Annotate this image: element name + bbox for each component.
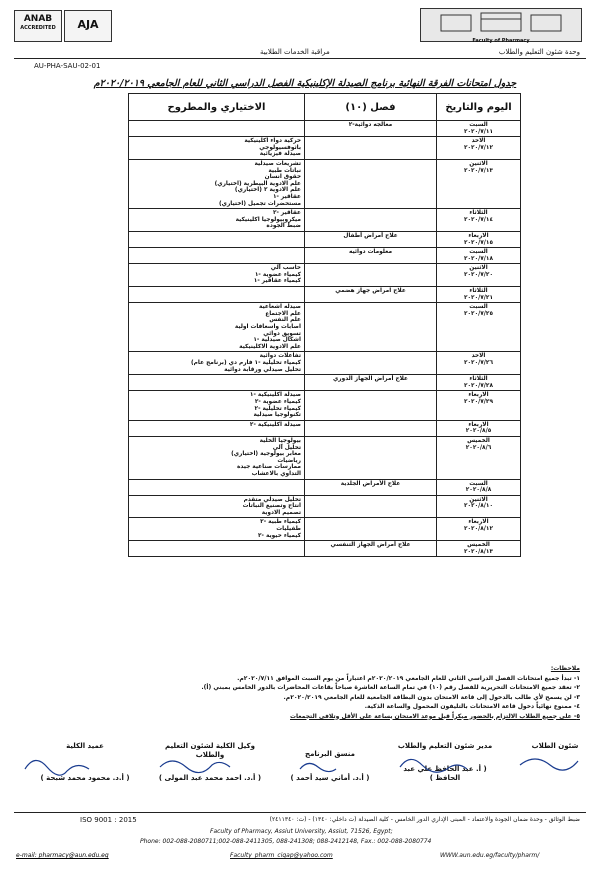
day-name: الاثنين [469,265,488,272]
day-name: الاثنين [469,496,488,503]
table-row [129,541,521,557]
unit-right: وحدة شئون التعليم والطلاب [498,48,580,56]
exam-date: ٢٠٢٠/٧/٢٩ [463,398,493,405]
cell-elective: عقاقير -٢ ميكروبيولوجيا اكلينيكية ضبط الجودة [129,209,305,232]
day-name: الخميس [467,437,490,444]
table-row [129,264,521,287]
cell-chapter-10: علاج أمراض أطفال [305,231,437,247]
cell-day-date [437,303,521,352]
signature-scribble [300,763,336,771]
signature-scribble [520,759,578,770]
cell-elective: تحليل صيدلي متقدم انتاج وتصنيع النباتات تصميم الادوية [129,495,305,518]
exam-date: ٢٠٢٠/٧/٢٥ [463,310,493,317]
signature-name: ( أ.د. أماني سيد أحمد ) [290,774,370,782]
notes-title: ملاحظات: [550,665,580,672]
table-row [129,391,521,420]
day-name: الاربعاء [468,519,489,526]
cell-chapter-10: معلومات دوائيه [305,248,437,264]
cell-elective: صيدلة اكلينيكية -١ كيمياء عضوية -٢ كيمياء تحليلية -٢ تكنولوجيا صيدلية [129,391,305,420]
cell-day-date [437,264,521,287]
building-icon [421,9,581,33]
cell-elective: صيدله اشعاعية علم الاجتماع علم النفس اصابات واسعافات اولية تسويق دوائي اشكال صيدلية -١ علم الادوية الاكلينيكية [129,303,305,352]
cell-chapter-10 [305,436,437,479]
anab-logo-sub: ACCREDITED [20,25,56,31]
signature-title: منسق البرنامج [305,750,355,758]
cell-elective [129,231,305,247]
table-row [129,137,521,160]
table-row [129,495,521,518]
footer-phone: Phone: 002-088-2080711;002-088-2411305, 088-241308; 088-2412148, Fax.: 002-088-2080774 [140,838,432,845]
cell-elective: تشريعات صيدلية نباتات طبية حقوق انسان علم الادوية البيطرية (اختياري) علم الادوية ٢ (اختياري) عقاقير -١ مستحضرات تجميل (اختياري) [129,159,305,208]
table-row [129,231,521,247]
faculty-logo [420,8,582,42]
note-item: ٢- تعقد جميع الامتحانات التحريرية للفصل رقم (١٠) في تمام الساعة العاشرة صباحاً بقاعات المحاضرات بالدور الخامس بمبني (أ). [201,684,580,691]
aja-logo-text: AJA [77,18,99,31]
day-name: الثلاثاء [469,288,488,295]
handwritten-signatures [0,745,600,805]
cell-elective: بيولوجيا الخلية تحليل آلي معابر بيولوجية (اختياري) رياضيات ممارسات صناعية جيدة التداوي بالاعشاب [129,436,305,479]
footer-rule [14,812,586,813]
day-name: السبت [469,249,488,256]
table-row [129,375,521,391]
table-row [129,121,521,137]
day-name: الثلاثاء [469,376,488,383]
exam-date: ٢٠٢٠/٧/١٤ [463,216,493,223]
anab-logo [14,10,62,42]
note-item: ١- تبدأ جميع امتحانات الفصل الدراسي الثاني للعام الجامعي ٢٠٢٠/٢٠١٩م اعتباراً من يوم السبت الموافق ٢٠٢٠/٧/١١م. [237,674,580,682]
table-body [129,121,521,557]
cell-elective [129,479,305,495]
day-name: السبت [469,480,488,487]
exam-date: ٢٠٢٠/٨/٦ [465,444,492,451]
cell-elective: كيمياء طبية -٢ طفيليات كيمياء حيوية -٢ [129,518,305,541]
table-header-row [129,94,521,121]
exam-date: ٢٠٢٠/٧/٢٦ [463,360,493,366]
cell-chapter-10: علاج الأمراض الجلدية [305,479,437,495]
cell-elective: حركية دواء اكلينيكية باثوفسيولوجي صيدلة فيزيائية [129,137,305,160]
page-title: جدول امتحانات الفرقة النهائية برنامج الصيدلة الإكلينيكية الفصل الدراسي الثاني للعام الجامعي ٢٠٢٠/٢٠١٩م [93,78,517,89]
cell-elective: تفاعلات دوائية كيمياء تحليلية -١ فارم دي (برنامج عام) تحليل صيدلي ورقابة دوائية [129,352,305,375]
exam-date: ٢٠٢٠/٧/١٣ [463,167,493,174]
day-name: السبت [469,304,488,311]
signature-title: وكيل الكلية لشئون التعليم والطلاب [165,742,255,759]
header-day-date: اليوم والتاريخ [437,94,521,121]
day-name: الاربعاء [468,421,489,428]
cell-chapter-10 [305,209,437,232]
exam-date: ٢٠٢٠/٧/١٨ [463,255,493,262]
cell-day-date [437,375,521,391]
day-name: الثلاثاء [469,210,488,217]
signature-scribble [400,759,467,772]
notes-section [60,664,580,721]
footer-web: WWW.aun.edu.eg/faculty/pharm/ [440,852,540,859]
cell-chapter-10 [305,420,437,436]
exam-date: ٢٠٢٠/٧/١٢ [463,144,493,151]
day-name: السبت [469,122,488,128]
cell-elective [129,375,305,391]
cell-day-date [437,518,521,541]
table-row [129,159,521,208]
signature-scribble [25,760,89,775]
day-name: الاربعاء [468,392,489,399]
note-item: ٥- على جميع الطلاب الالتزام بالحضور مبكراً قبل موعد الامتحان بساعة على الأقل وتلافي التجمعات [290,712,580,720]
cell-day-date [437,541,521,557]
day-name: الخميس [467,542,490,549]
exam-date: ٢٠٢٠/٧/٢١ [463,294,493,301]
signature-name: ( أ. عبد الحافظ علي عبد الحافظ ) [403,765,487,782]
cell-chapter-10 [305,137,437,160]
doc-code: AU-PHA-SAU-02-01 [34,62,101,70]
cell-day-date [437,287,521,303]
header-chapter-10: فصل (١٠) [305,94,437,121]
anab-logo-text: ANAB [23,14,53,24]
header-elective: الاختياري والمطروح [129,94,305,121]
cell-day-date [437,352,521,375]
day-name: الاحد [471,353,486,360]
cell-chapter-10: معالجه دوائية-٢ [305,121,437,137]
cell-chapter-10 [305,303,437,352]
signature-title: عميد الكلية [66,742,104,750]
cell-day-date [437,436,521,479]
cell-day-date [437,231,521,247]
cell-chapter-10: علاج أمراض الجهاز الدوري [305,375,437,391]
aja-logo [64,10,112,42]
footer-email2: Faculty_pharm_ciqap@yahoo.com [230,852,333,859]
cell-elective [129,541,305,557]
unit-center: مراقبة الخدمات الطلابية [260,48,330,56]
faculty-logo-sub: Faculty of Pharmacy [472,38,530,44]
cell-chapter-10 [305,518,437,541]
signature-scribble [160,761,230,773]
footer-iso: ISO 9001 : 2015 [80,816,137,824]
table-row [129,303,521,352]
signature-name: ( أ.د. احمد محمد عبد المولى ) [158,774,262,782]
table-row [129,518,521,541]
table-row [129,352,521,375]
cell-elective [129,248,305,264]
exam-date: ٢٠٢٠/٧/١٥ [463,239,493,246]
table-row [129,420,521,436]
signature-name: ( أ.د. محمود محمد شبحة ) [40,774,130,782]
header-rule [14,58,586,59]
exam-date: ٢٠٢٠/٨/٥ [465,428,492,435]
cell-elective: صيدلة اكلينيكية -٢ [129,420,305,436]
footer-address: Faculty of Pharmacy, Assiut University, Assiut, 71526, Egypt; [210,828,393,835]
cell-day-date [437,248,521,264]
cell-elective [129,121,305,137]
note-item: ٤- ممنوع نهائياً دخول قاعة الامتحانات بالتليفون المحمول والساعة الذكية. [364,703,580,710]
table-row [129,248,521,264]
note-item: ٣- لن يسمح لأي طالب بالدخول إلى قاعة الامتحان بدون البطاقة الجامعية للعام الجامعي ٢٠٢٠/٢٠١٩م. [283,693,580,701]
cell-chapter-10: علاج امراض جهاز هضمي [305,287,437,303]
signature-title: شئون الطلاب [531,742,579,750]
cell-chapter-10 [305,264,437,287]
exam-schedule-table [128,93,521,557]
day-name: الاربعاء [468,232,489,239]
cell-day-date [437,391,521,420]
cell-chapter-10 [305,495,437,518]
cell-day-date [437,159,521,208]
exam-date: ٢٠٢٠/٨/١٣ [463,548,493,555]
table-row [129,479,521,495]
cell-day-date [437,209,521,232]
cell-chapter-10: علاج أمراض الجهاز التنفسي [305,541,437,557]
signature-title: مدير شئون التعليم والطلاب [397,742,493,750]
table-row [129,209,521,232]
table-row [129,436,521,479]
exam-date: ٢٠٢٠/٧/٢٠ [463,271,493,278]
exam-date: ٢٠٢٠/٨/٨ [465,487,492,494]
cell-chapter-10 [305,391,437,420]
cell-day-date [437,137,521,160]
cell-day-date [437,479,521,495]
footer-email: e-mail: pharmacy@aun.edu.eg [16,852,109,859]
cell-elective [129,287,305,303]
cell-chapter-10 [305,352,437,375]
cell-chapter-10 [305,159,437,208]
cell-day-date [437,420,521,436]
exam-date: ٢٠٢٠/٧/٢٨ [463,382,493,389]
exam-date: ٢٠٢٠/٧/١١ [463,128,493,135]
day-name: الاحد [471,138,486,145]
cell-day-date [437,121,521,137]
exam-date: ٢٠٢٠/٨/١٢ [463,526,493,533]
cell-day-date [437,495,521,518]
cell-elective: حاسب آلي كيمياء عضوية -١ كيمياء عقاقير -١ [129,264,305,287]
table-row [129,287,521,303]
footer-control-line: ضبط الوثائق - وحدة ضمان الجودة والاعتماد - المبنى الإداري الدور الخامس - كلية الصيدلة (ت داخلي: ١٣٤٠) - (ت: ٢٤١١٣٤٠) [269,816,580,823]
exam-date: ٢٠٢٠/٨/١٠ [463,503,493,510]
day-name: الاثنين [469,160,488,167]
